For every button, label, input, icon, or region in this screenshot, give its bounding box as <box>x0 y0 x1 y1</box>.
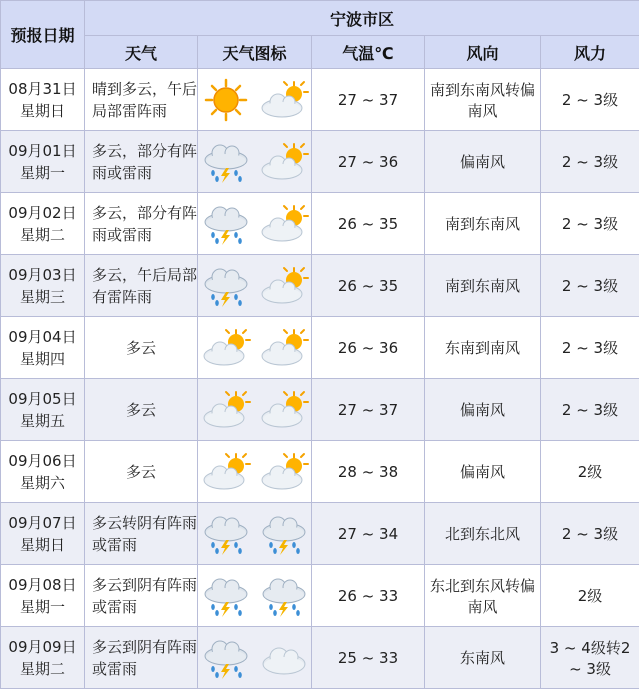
wind-force-cell: 2级 <box>541 441 639 503</box>
date-cell <box>1 69 85 131</box>
weekday-text: 星期四 <box>1 348 84 370</box>
temp-cell: 28 ~ 38 <box>312 441 425 503</box>
date-cell <box>1 255 85 317</box>
table-row <box>1 565 639 627</box>
table-row <box>1 69 639 131</box>
date-text: 09月09日 <box>1 636 84 658</box>
wind-force-cell: 2 ~ 3级 <box>541 69 639 131</box>
table-row <box>1 379 639 441</box>
icon-cell <box>198 255 312 317</box>
weekday-text: 星期五 <box>1 410 84 432</box>
partly-cloudy-icon <box>258 326 310 370</box>
partly-cloudy-icon <box>200 326 252 370</box>
header-temp: 气温℃ <box>312 36 425 69</box>
wind-direction-cell: 偏南风 <box>425 379 541 441</box>
date-cell <box>1 503 85 565</box>
weather-cell: 多云，部分有阵雨或雷雨 <box>85 193 198 255</box>
partly-cloudy-icon <box>200 450 252 494</box>
wind-direction-cell: 北到东北风 <box>425 503 541 565</box>
date-text: 08月31日 <box>1 78 84 100</box>
icon-cell <box>198 565 312 627</box>
weekday-text: 星期二 <box>1 224 84 246</box>
wind-force-cell: 2 ~ 3级 <box>541 503 639 565</box>
table-row <box>1 627 639 689</box>
wind-force-cell: 2级 <box>541 565 639 627</box>
sunny-icon <box>200 78 252 122</box>
weather-cell: 多云 <box>85 441 198 503</box>
date-text: 09月04日 <box>1 326 84 348</box>
header-wind-direction: 风向 <box>425 36 541 69</box>
thunder-shower-icon <box>200 202 252 246</box>
date-cell <box>1 131 85 193</box>
date-cell <box>1 379 85 441</box>
temp-cell: 27 ~ 37 <box>312 69 425 131</box>
wind-direction-cell: 南到东南风 <box>425 193 541 255</box>
header-region: 宁波市区 <box>85 1 639 36</box>
date-text: 09月05日 <box>1 388 84 410</box>
weather-cell: 晴到多云，午后局部雷阵雨 <box>85 69 198 131</box>
date-text: 09月07日 <box>1 512 84 534</box>
header-date: 预报日期 <box>1 1 85 69</box>
table-row <box>1 193 639 255</box>
header-weather: 天气 <box>85 36 198 69</box>
date-cell <box>1 565 85 627</box>
date-cell <box>1 193 85 255</box>
table-row <box>1 503 639 565</box>
date-cell <box>1 441 85 503</box>
icon-cell <box>198 131 312 193</box>
wind-force-cell: 2 ~ 3级 <box>541 379 639 441</box>
temp-cell: 26 ~ 35 <box>312 255 425 317</box>
partly-cloudy-icon <box>258 78 310 122</box>
table-row <box>1 131 639 193</box>
weekday-text: 星期三 <box>1 286 84 308</box>
weather-cell: 多云到阴有阵雨或雷雨 <box>85 565 198 627</box>
temp-cell: 27 ~ 34 <box>312 503 425 565</box>
wind-force-cell: 2 ~ 3级 <box>541 193 639 255</box>
weather-cell: 多云到阴有阵雨或雷雨 <box>85 627 198 689</box>
wind-direction-cell: 南到东南风转偏南风 <box>425 69 541 131</box>
header-icon: 天气图标 <box>198 36 312 69</box>
icon-cell <box>198 503 312 565</box>
weekday-text: 星期日 <box>1 100 84 122</box>
table-row <box>1 317 639 379</box>
date-cell <box>1 627 85 689</box>
partly-cloudy-icon <box>258 202 310 246</box>
weather-cell: 多云 <box>85 379 198 441</box>
icon-cell <box>198 193 312 255</box>
thunder-shower-icon <box>200 574 252 618</box>
date-text: 09月01日 <box>1 140 84 162</box>
temp-cell: 25 ~ 33 <box>312 627 425 689</box>
weather-cell: 多云，午后局部有雷阵雨 <box>85 255 198 317</box>
icon-cell <box>198 317 312 379</box>
table-row <box>1 255 639 317</box>
table-row <box>1 441 639 503</box>
wind-force-cell: 2 ~ 3级 <box>541 131 639 193</box>
wind-force-cell: 2 ~ 3级 <box>541 317 639 379</box>
wind-force-cell: 3 ~ 4级转2 ~ 3级 <box>541 627 639 689</box>
weekday-text: 星期六 <box>1 472 84 494</box>
partly-cloudy-icon <box>200 388 252 432</box>
weather-cell: 多云转阴有阵雨或雷雨 <box>85 503 198 565</box>
weekday-text: 星期二 <box>1 658 84 680</box>
weekday-text: 星期日 <box>1 534 84 556</box>
icon-cell <box>198 379 312 441</box>
thunder-shower-icon <box>258 512 310 556</box>
thunder-shower-icon <box>200 264 252 308</box>
wind-direction-cell: 偏南风 <box>425 441 541 503</box>
wind-direction-cell: 东南到南风 <box>425 317 541 379</box>
weekday-text: 星期一 <box>1 596 84 618</box>
wind-direction-cell: 东南风 <box>425 627 541 689</box>
wind-direction-cell: 偏南风 <box>425 131 541 193</box>
partly-cloudy-icon <box>258 388 310 432</box>
date-text: 09月02日 <box>1 202 84 224</box>
icon-cell <box>198 69 312 131</box>
wind-force-cell: 2 ~ 3级 <box>541 255 639 317</box>
date-cell <box>1 317 85 379</box>
date-text: 09月06日 <box>1 450 84 472</box>
partly-cloudy-icon <box>258 450 310 494</box>
cloudy-icon <box>258 636 310 680</box>
header-wind-force: 风力 <box>541 36 639 69</box>
weather-cell: 多云，部分有阵雨或雷雨 <box>85 131 198 193</box>
wind-direction-cell: 南到东南风 <box>425 255 541 317</box>
icon-cell <box>198 441 312 503</box>
temp-cell: 27 ~ 37 <box>312 379 425 441</box>
thunder-shower-icon <box>200 140 252 184</box>
partly-cloudy-icon <box>258 264 310 308</box>
temp-cell: 27 ~ 36 <box>312 131 425 193</box>
weekday-text: 星期一 <box>1 162 84 184</box>
thunder-shower-icon <box>200 636 252 680</box>
temp-cell: 26 ~ 36 <box>312 317 425 379</box>
wind-direction-cell: 东北到东风转偏南风 <box>425 565 541 627</box>
icon-cell <box>198 627 312 689</box>
thunder-shower-icon <box>200 512 252 556</box>
partly-cloudy-icon <box>258 140 310 184</box>
thunder-shower-icon <box>258 574 310 618</box>
temp-cell: 26 ~ 33 <box>312 565 425 627</box>
weather-cell: 多云 <box>85 317 198 379</box>
date-text: 09月08日 <box>1 574 84 596</box>
temp-cell: 26 ~ 35 <box>312 193 425 255</box>
date-text: 09月03日 <box>1 264 84 286</box>
